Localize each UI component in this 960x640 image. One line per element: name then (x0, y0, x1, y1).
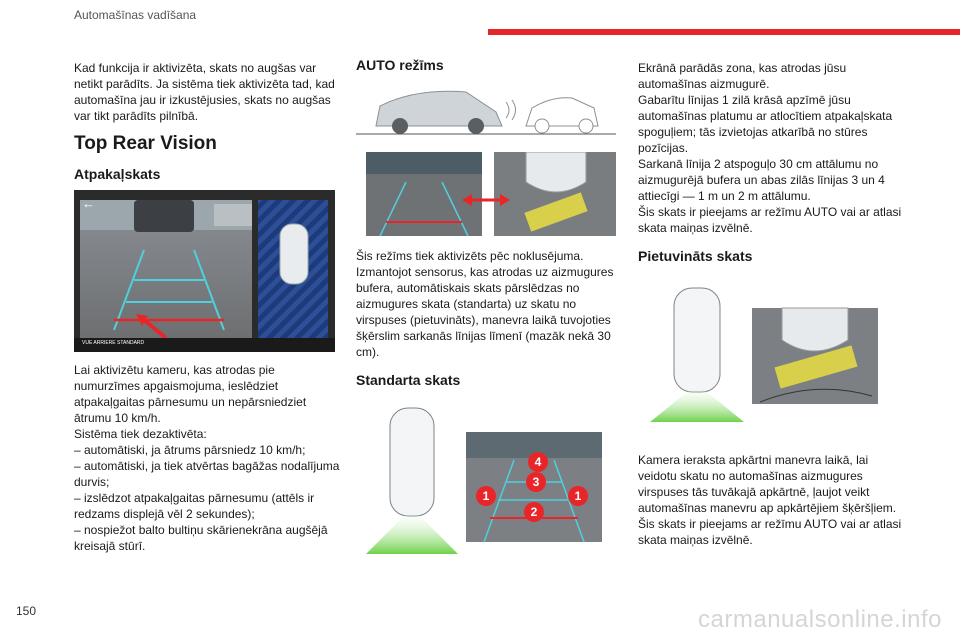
screen-caption: VUE ARRIERE STANDARD (82, 340, 145, 346)
body-line: Lai aktivizētu kameru, kas atrodas pie numurzīmes apgaismojuma, ieslēdziet atpakaļgaitas pārnesumu un nepārsniedziet ātrumu 10 km/h. (74, 363, 307, 425)
body-line: Sistēma tiek dezaktivēta: (74, 427, 207, 441)
auto-mode-title: AUTO režīms (356, 57, 444, 73)
column-1 (74, 60, 342, 182)
marker-1-left: 1 (476, 486, 496, 506)
auto-mode-illustration (356, 82, 616, 140)
body-line: – automātiski, ja ātrums pārsniedz 10 km/h; (74, 443, 306, 457)
column-3 (638, 60, 910, 236)
standard-view-illustration (366, 404, 606, 554)
auto-mode-views (366, 152, 616, 238)
marker-2: 2 (524, 502, 544, 522)
text-line: Gabarītu līnijas 1 zilā krāsā apzīmē jūsu automašīnas platumu ar atlocītiem atpakaļskata spoguļiem; tās izvietojas atkarībā no stūres pozīcijas. (638, 93, 893, 155)
back-arrow-icon[interactable]: ← (82, 196, 95, 211)
text-line: Šis skats ir pieejams ar režīmu AUTO vai ar atlasi skata maiņas izvēlnē. (638, 205, 902, 235)
subtitle-rear-view: Atpakaļskats (74, 166, 161, 182)
body-line: – automātiski, ja tiek atvērtas bagāžas nodalījuma durvis; (74, 459, 340, 489)
standard-view-title: Standarta skats (356, 372, 461, 388)
header-accent-bar (488, 29, 960, 35)
section-title: Automašīnas vadīšana (74, 8, 197, 22)
marker-4: 4 (528, 452, 548, 472)
rear-camera-screen (74, 190, 335, 352)
intro-paragraph: Kad funkcija ir aktivizēta, skats no augšas var netikt parādīts. Ja sistēma tiek aktivizēta tad, kad automašīna jau ir izkustējusies, skats no augšas var tikt parādīts pilnībā. (74, 61, 335, 123)
auto-mode-text: Šis režīms tiek aktivizēts pēc noklusējuma. Izmantojot sensorus, kas atrodas uz aizmugures bufera, automātiskais skats pārslēdzas no aizmugures skata (standarta) uz skatu no virspuses (pietuvināts), manevra laikā tuvojoties šķērslim sarkanās līnijas līmenī (mazāk nekā 30 cm). (356, 249, 614, 359)
zoom-view-illustration (644, 284, 884, 424)
zoom-view-text: Kamera ieraksta apkārtni manevra laikā, lai veidotu skatu no automašīnas aizmugures virspuses tās tuvākajā apkārtnē, ļaujot veikt automašīnas manevru ap apkārtējiem šķēršļiem. Šis skats ir pieejams ar režīmu AUTO vai ar atlasi skata maiņas izvēlnē. (638, 453, 902, 547)
body-line: – izslēdzot atpakaļgaitas pārnesumu (attēls ir redzams displejā vēl 2 sekundes); (74, 491, 315, 521)
marker-3: 3 (526, 472, 546, 492)
marker-1-right: 1 (568, 486, 588, 506)
watermark: carmanualsonline.info (698, 606, 942, 633)
column-1-body (74, 362, 342, 554)
page-title: Top Rear Vision (74, 133, 217, 154)
body-line: – nospiežot balto bultiņu skārienekrāna augšējā kreisajā stūrī. (74, 523, 328, 553)
text-line: Ekrānā parādās zona, kas atrodas jūsu automašīnas aizmugurē. (638, 61, 847, 91)
page-number: 150 (16, 604, 37, 618)
rear-camera-image (74, 190, 335, 352)
text-line: Sarkanā līnija 2 atspoguļo 30 cm attālumu no aizmugurējā bufera un abas zilās līnijas 3 un 4 attiecīgi — 1 m un 2 m attālumu. (638, 157, 885, 203)
zoom-view-title: Pietuvināts skats (638, 248, 753, 264)
